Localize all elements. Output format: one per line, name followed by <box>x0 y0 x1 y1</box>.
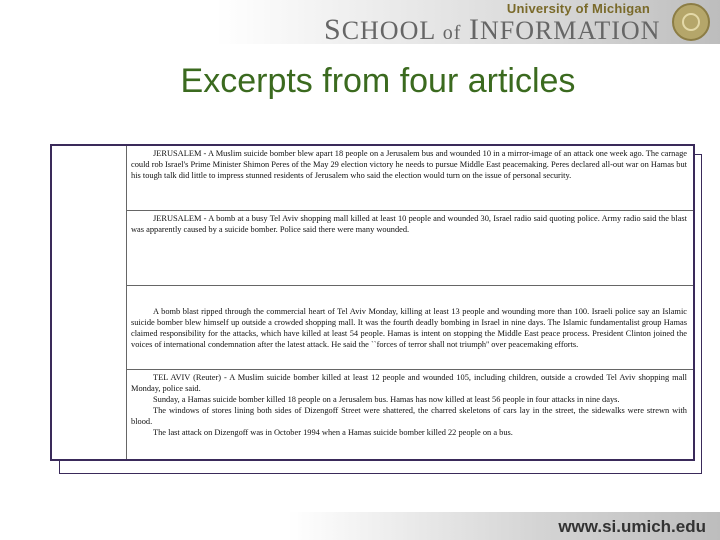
university-seal-icon <box>672 3 710 41</box>
article-1-text: JERUSALEM - A Muslim suicide bomber blew apart 18 people on a Jerusalem bus and wounded 10 in a mirror-image of an attack one week ago. The carnage could rob Israel's Prime Minister Shimon Peres of the May 29 election victory he needs to pursue Middle East peacemaking. Peres declared all-out war on Hamas but his tough talk did little to impress stunned residents of Jerusalem who said the election would turn on the issue of personal security. <box>131 149 687 180</box>
school-initial-s: S <box>324 13 342 46</box>
articles-table <box>50 144 695 461</box>
school-text-2: NFORMATION <box>479 16 661 45</box>
article-4-para-4: The last attack on Dizengoff was in October 1994 when a Hamas suicide bomber killed 22 people on a bus. <box>153 428 513 437</box>
article-3 <box>126 286 693 370</box>
article-1 <box>126 146 693 211</box>
slide-title: Excerpts from four articles <box>180 62 576 100</box>
article-4-para-2: Sunday, a Hamas suicide bomber killed 18 people on a Jerusalem bus. Hamas has now killed at least 56 people in four attacks in nine days. <box>153 395 620 404</box>
article-2 <box>126 211 693 286</box>
article-4-para-3: The windows of stores lining both sides of Dizengoff Street were shattered, the charred skeletons of cars lay in the street, the sidewalks were strewn with blood. <box>131 406 687 426</box>
article-4 <box>126 370 693 459</box>
school-text-of: of <box>442 22 462 44</box>
school-name <box>324 13 660 47</box>
article-3-text: A bomb blast ripped through the commercial heart of Tel Aviv Monday, killing at least 13 people and wounding more than 100. Israeli police say an Islamic suicide bomber blew himself up outside a crowded shopping mall. It was the fourth deadly bombing in Israel in nine days. The Islamic fundamentalist group Hamas claimed responsibility for the attacks, which have killed at least 54 people. Hamas is intent on stopping the Middle East peace process. President Clinton joined the voices of international condemnation after the latest attack. He said the ``forces of terror shall not triumph'' over peacemaking efforts. <box>131 307 687 349</box>
footer-url: www.si.umich.edu <box>558 517 706 536</box>
school-header <box>320 0 660 44</box>
article-4-para-1: TEL AVIV (Reuter) - A Muslim suicide bomber killed at least 12 people and wounded 105, including children, outside a crowded Tel Aviv shopping mall Monday, police said. <box>131 373 687 393</box>
university-name: University of Michigan <box>506 1 650 16</box>
school-text-1: CHOOL <box>341 16 443 45</box>
school-initial-i: I <box>468 13 480 46</box>
article-2-text: JERUSALEM - A bomb at a busy Tel Aviv shopping mall killed at least 10 people and wounded 30, Israel radio said quoting police. Army radio said the blast was apparently caused by a suicide bomber. Police said there were many wounded. <box>131 214 687 234</box>
